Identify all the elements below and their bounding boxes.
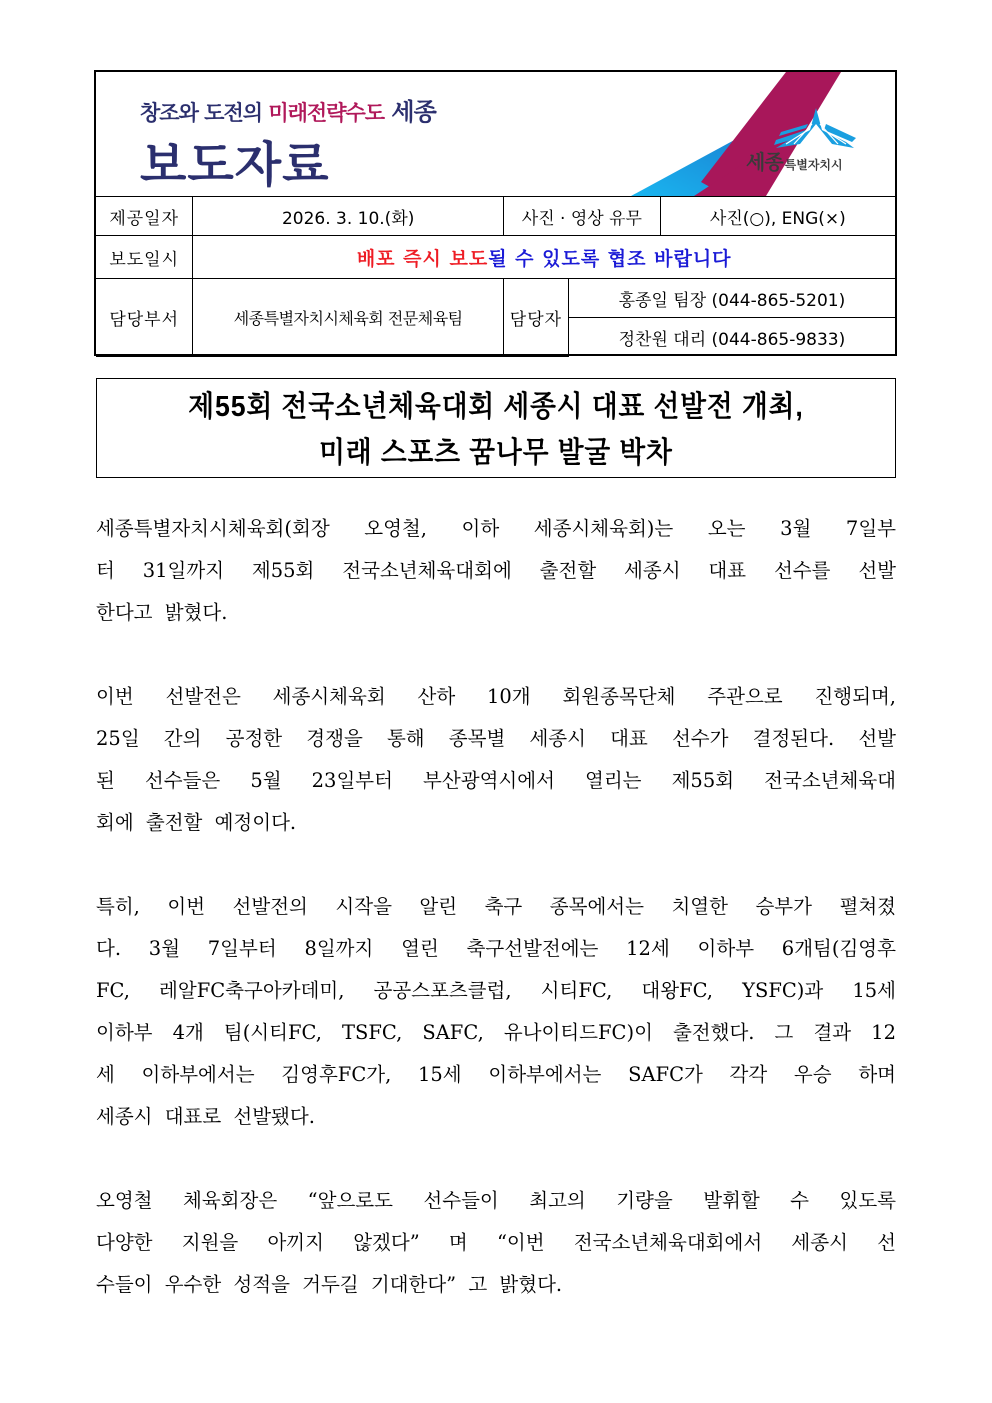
provided-date-value: 2026. 3. 10.(화) — [193, 197, 504, 236]
slogan — [140, 92, 436, 127]
media-value: 사진(○), ENG(×) — [660, 197, 895, 236]
logo-name-small: 특별자치시 — [784, 158, 843, 172]
text-line: 터 31일까지 제55회 전국소년체육대회에 출전할 세종시 대표 선수를 선발 — [96, 559, 896, 582]
text-line: 세 이하부에서는 김영후FC가, 15세 이하부에서는 SAFC가 각각 우승 하며 — [96, 1063, 896, 1086]
slogan-text: 창조와 도전의 — [140, 101, 269, 125]
contact-label: 담당자 — [503, 279, 568, 357]
slogan-city: 세종 — [384, 98, 436, 126]
paragraph-1 — [96, 508, 896, 634]
press-release-header — [94, 70, 897, 356]
release-notice-red: 배포 즉시 보도 — [356, 247, 489, 270]
text-line: 이하부 4개 팀(시티FC, TSFC, SAFC, 유나이티드FC)이 출전했다. 그 결과 12 — [96, 1021, 896, 1044]
table-row — [96, 197, 895, 236]
text-line: 세종특별자치시체육회(회장 오영철, 이하 세종시체육회)는 오는 3월 7일부 — [96, 517, 896, 540]
text-line: 25일 간의 공정한 경쟁을 통해 종목별 세종시 대표 선수가 결정된다. 선발 — [96, 727, 896, 750]
text-line: 한다고 밝혔다. — [96, 601, 228, 624]
headline-line-2: 미래 스포츠 꿈나무 발굴 박차 — [319, 437, 673, 469]
department-label: 담당부서 — [96, 279, 193, 357]
headline-box — [96, 378, 896, 478]
contact-person-1: 홍종일 팀장 (044-865-5201) — [568, 279, 895, 318]
release-notice — [193, 236, 895, 279]
text-line: 된 선수들은 5월 23일부터 부산광역시에서 열리는 제55회 전국소년체육대 — [96, 769, 896, 792]
department-value: 세종특별자치시체육회 전문체육팀 — [193, 279, 504, 357]
text-line: FC, 레알FC축구아카데미, 공공스포츠클럽, 시티FC, 대왕FC, YSFC)과 15세 — [96, 979, 896, 1002]
text-line: 다. 3월 7일부터 8일까지 열린 축구선발전에는 12세 이하부 6개팀(김영후 — [96, 937, 896, 960]
text-line: 수들이 우수한 성적을 거두길 기대한다” 고 밝혔다. — [96, 1273, 563, 1296]
paragraph-4 — [96, 1180, 896, 1306]
table-row — [96, 236, 895, 279]
text-line: 회에 출전할 예정이다. — [96, 811, 297, 834]
release-notice-blue: 될 수 있도록 협조 바랍니다 — [488, 247, 732, 270]
text-line: 오영철 체육회장은 “앞으로도 선수들이 최고의 기량을 발휘할 수 있도록 — [96, 1189, 896, 1212]
paragraph-2 — [96, 676, 896, 844]
table-row — [96, 279, 895, 318]
release-time-label: 보도일시 — [96, 236, 193, 279]
text-line: 다양한 지원을 아끼지 않겠다” 며 “이번 전국소년체육대회에서 세종시 선 — [96, 1231, 896, 1254]
release-info-table — [96, 196, 895, 357]
sejong-city-logo-text — [746, 146, 843, 175]
provided-date-label: 제공일자 — [96, 197, 193, 236]
text-line: 이번 선발전은 세종시체육회 산하 10개 회원종목단체 주관으로 진행되며, — [96, 685, 896, 708]
text-line: 특히, 이번 선발전의 시작을 알린 축구 종목에서는 치열한 승부가 펼쳐졌 — [96, 895, 896, 918]
slogan-highlight: 미래전략수도 — [268, 101, 385, 125]
header-banner — [96, 72, 895, 196]
paragraph-3 — [96, 886, 896, 1138]
article-body — [96, 508, 896, 1348]
contact-person-2: 정찬원 대리 (044-865-9833) — [568, 318, 895, 357]
text-line: 세종시 대표로 선발됐다. — [96, 1105, 315, 1128]
document-type-title: 보도자료 — [140, 137, 330, 193]
media-label: 사진 · 영상 유무 — [503, 197, 660, 236]
logo-name-big: 세종 — [746, 150, 783, 174]
headline-line-1: 제55회 전국소년체육대회 세종시 대표 선발전 개최, — [188, 391, 804, 423]
